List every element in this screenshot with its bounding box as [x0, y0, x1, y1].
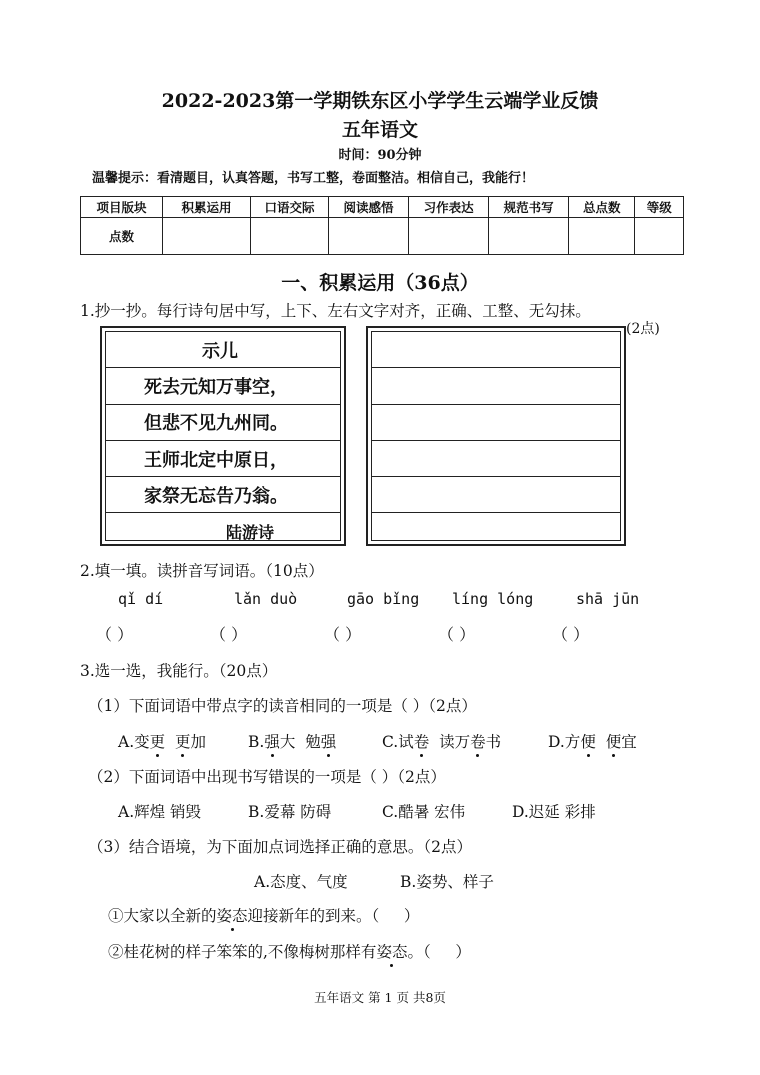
score-table-data-row: [81, 218, 684, 255]
question-3-3-text: （3）结合语境，为下面加点词选择正确的意思。（2点）: [88, 838, 472, 856]
option-text: D.方: [548, 733, 581, 751]
copy-line[interactable]: [372, 332, 620, 368]
page-footer: 五年语文 第 1 页 共8页: [314, 990, 446, 1005]
answer-blank[interactable]: （ ）: [210, 625, 248, 644]
exam-time: 时间：90分钟: [338, 148, 422, 163]
dotted-word: 姿态: [376, 940, 407, 962]
pinyin: shā jūn: [576, 590, 640, 608]
copy-line[interactable]: [372, 477, 620, 513]
pinyin: gāo bǐng: [347, 590, 420, 608]
score-cell[interactable]: [489, 218, 569, 255]
option-b[interactable]: B.爱幕 防碍: [248, 803, 332, 821]
poem-line: 死去元知万事空，: [106, 368, 340, 404]
exam-subject: 五年语文: [341, 119, 418, 141]
score-header-cell: 总点数: [569, 197, 635, 218]
dotted-char: 卷: [414, 730, 430, 752]
dotted-char: 强: [264, 730, 280, 752]
sentence-text: ②桂花树的样子笨笨的,不像梅树那样有: [108, 943, 377, 961]
question-2-text: 2.填一填。读拼音写词语。（10点）: [80, 562, 324, 580]
option-c[interactable]: C.酷暑 宏伟: [382, 803, 466, 821]
pinyin: líng lóng: [452, 590, 534, 608]
option-b[interactable]: [248, 730, 336, 752]
dotted-char: 卷: [470, 730, 486, 752]
question-3-1-text: （1）下面词语中带点字的读音相同的一项是（ ）（2点）: [88, 697, 477, 715]
question-1-points: (2点): [626, 321, 660, 337]
dotted-char: 便: [580, 730, 596, 752]
pinyin: qǐ dí: [118, 590, 164, 608]
question-3-2-text: （2）下面词语中出现书写错误的一项是（ ）（2点）: [88, 768, 446, 786]
option-text: 读万: [429, 733, 471, 751]
choice-a: A.态度、气度: [254, 873, 348, 891]
option-c[interactable]: [382, 730, 501, 752]
score-header-cell: 项目版块: [81, 197, 163, 218]
copy-line[interactable]: [372, 368, 620, 404]
dotted-word: 姿态: [217, 904, 248, 926]
dotted-char: 强: [321, 730, 337, 752]
sentence-1[interactable]: [108, 904, 419, 926]
score-header-cell: 规范书写: [489, 197, 569, 218]
copy-line[interactable]: [372, 405, 620, 441]
poem-line: 王师北定中原日，: [106, 441, 340, 477]
score-row-label: 点数: [81, 218, 163, 255]
score-header-cell: 习作表达: [409, 197, 489, 218]
option-text: 加: [190, 733, 207, 751]
copy-line[interactable]: [372, 441, 620, 477]
poem-author: 陆游诗: [226, 523, 275, 543]
copy-line[interactable]: [372, 513, 620, 549]
option-a[interactable]: [118, 730, 206, 752]
score-header-cell: 口语交际: [250, 197, 328, 218]
score-cell[interactable]: [635, 218, 684, 255]
option-text: B.: [248, 733, 265, 751]
score-cell[interactable]: [329, 218, 409, 255]
option-text: 大 勉: [279, 733, 321, 751]
exam-title: 2022-2023第一学期铁东区小学学生云端学业反馈: [161, 90, 599, 112]
option-text: 书: [485, 733, 502, 751]
poem-line: 但悲不见九州同。: [106, 405, 340, 441]
poem-model-box: [100, 326, 346, 546]
answer-blank[interactable]: （ ）: [438, 625, 476, 644]
score-cell[interactable]: [409, 218, 489, 255]
score-table-header-row: [81, 197, 684, 218]
dotted-char: 更: [150, 730, 166, 752]
option-text: 宜: [621, 733, 637, 751]
option-text: C.试: [382, 733, 414, 751]
dotted-char: 便: [606, 730, 622, 752]
dotted-char: 更: [175, 730, 191, 752]
option-d[interactable]: [548, 730, 637, 752]
pinyin: lǎn duò: [234, 590, 298, 608]
answer-blank[interactable]: （ ）: [96, 625, 134, 644]
poem-copy-box[interactable]: [366, 326, 626, 546]
sentence-text: 迎接新年的到来。（ ）: [247, 907, 420, 925]
sentence-text: ①大家以全新的: [108, 907, 217, 925]
sentence-2[interactable]: [108, 940, 471, 962]
question-3-text: 3.选一选，我能行。（20点）: [80, 662, 278, 680]
answer-blank[interactable]: （ ）: [552, 625, 590, 644]
score-cell[interactable]: [250, 218, 328, 255]
score-header-cell: 等级: [635, 197, 684, 218]
score-header-cell: 阅读感悟: [329, 197, 409, 218]
option-text: A.变: [118, 733, 150, 751]
exam-tip: 温馨提示：看清题目，认真答题，书写工整，卷面整洁。相信自己，我能行！: [92, 171, 535, 186]
score-cell[interactable]: [569, 218, 635, 255]
question-1-text: 1.抄一抄。每行诗句居中写，上下、左右文字对齐，正确、工整、无勾抹。: [80, 302, 591, 320]
option-a[interactable]: A.辉煌 销毁: [118, 803, 202, 821]
section-title: 一、积累运用（36点）: [281, 272, 479, 294]
choice-b: B.姿势、样子: [400, 873, 494, 891]
answer-blank[interactable]: （ ）: [324, 625, 362, 644]
score-table: [80, 196, 684, 255]
option-d[interactable]: D.迟延 彩排: [512, 803, 596, 821]
poem-title: 示儿: [106, 332, 340, 368]
option-text: [165, 733, 175, 751]
option-text: [596, 733, 606, 751]
poem-line: 家祭无忘告乃翁。: [106, 477, 340, 513]
sentence-text: 。（ ）: [407, 943, 471, 961]
score-header-cell: 积累运用: [163, 197, 251, 218]
score-cell[interactable]: [163, 218, 251, 255]
